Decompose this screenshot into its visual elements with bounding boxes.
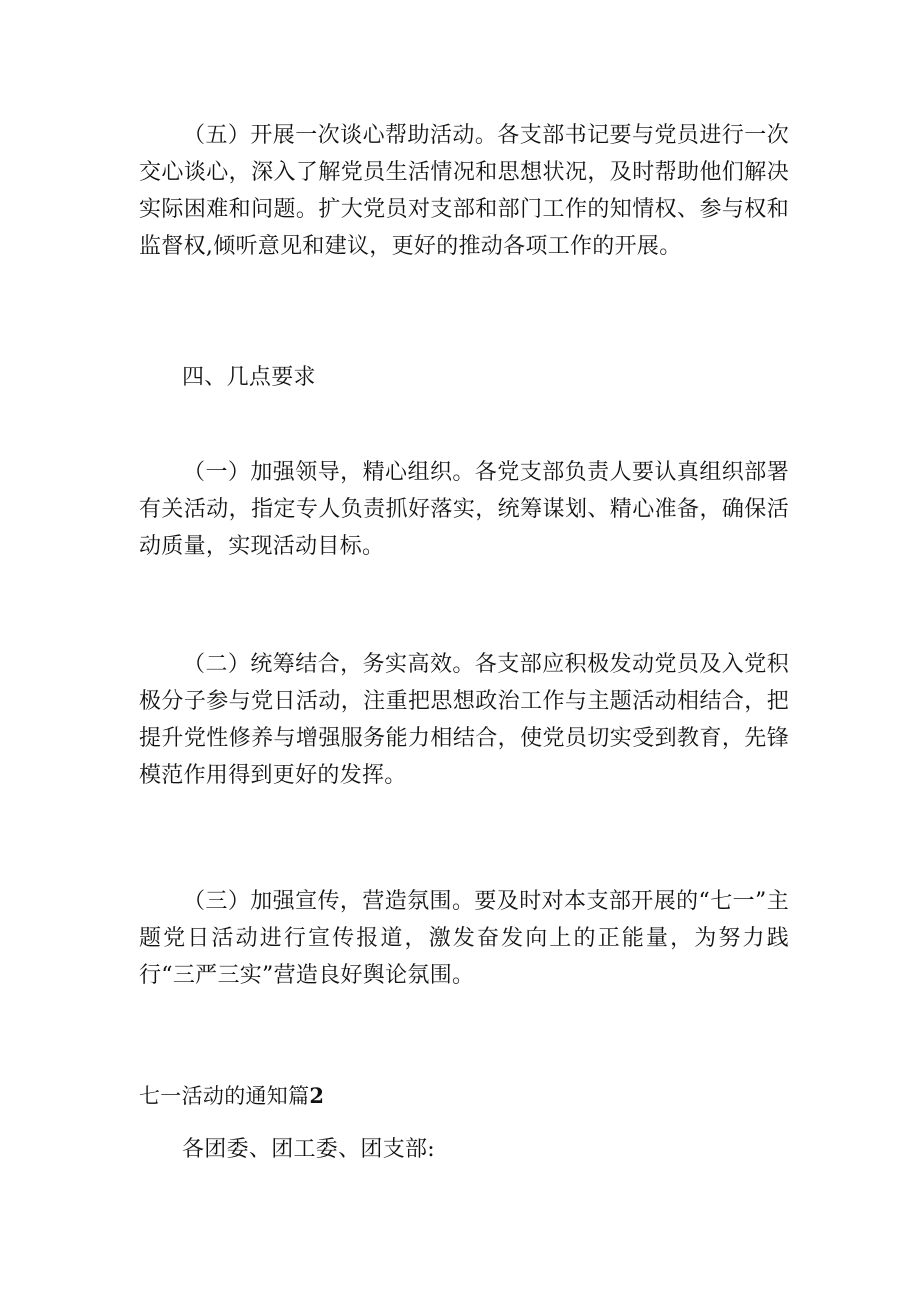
paragraph-requirement-1: （一）加强领导，精心组织。各党支部负责人要认真组织部署有关活动，指定专人负责抓好落实，统筹谋划、精心准备，确保活动质量，实现活动目标。 bbox=[139, 460, 789, 559]
notice-title-text: 七一活动的通知篇 bbox=[139, 1084, 310, 1108]
paragraph-heart-to-heart-activity: （五）开展一次谈心帮助活动。各支部书记要与党员进行一次交心谈心，深入了解党员生活情况和思想状况，及时帮助他们解决实际困难和问题。扩大党员对支部和部门工作的知情权、参与权和监督权,倾听意见和建议，更好的推动各项工作的开展。 bbox=[139, 123, 789, 259]
notice-title-number: 2 bbox=[309, 1083, 325, 1108]
paragraph-requirement-2: （二）统筹结合，务实高效。各支部应积极发动党员及入党积极分子参与党日活动，注重把思想政治工作与主题活动相结合，把提升党性修养与增强服务能力相结合，使党员切实受到教育，先锋模范作用得到更好的发挥。 bbox=[139, 652, 789, 788]
notice-title bbox=[139, 1081, 324, 1111]
section-heading-requirements: 四、几点要求 bbox=[182, 365, 316, 390]
notice-salutation: 各团委、团工委、团支部: bbox=[182, 1137, 436, 1162]
paragraph-requirement-3: （三）加强宣传，营造氛围。要及时对本支部开展的“七一”主题党日活动进行宣传报道，激发奋发向上的正能量，为努力践行“三严三实”营造良好舆论氛围。 bbox=[139, 889, 789, 988]
